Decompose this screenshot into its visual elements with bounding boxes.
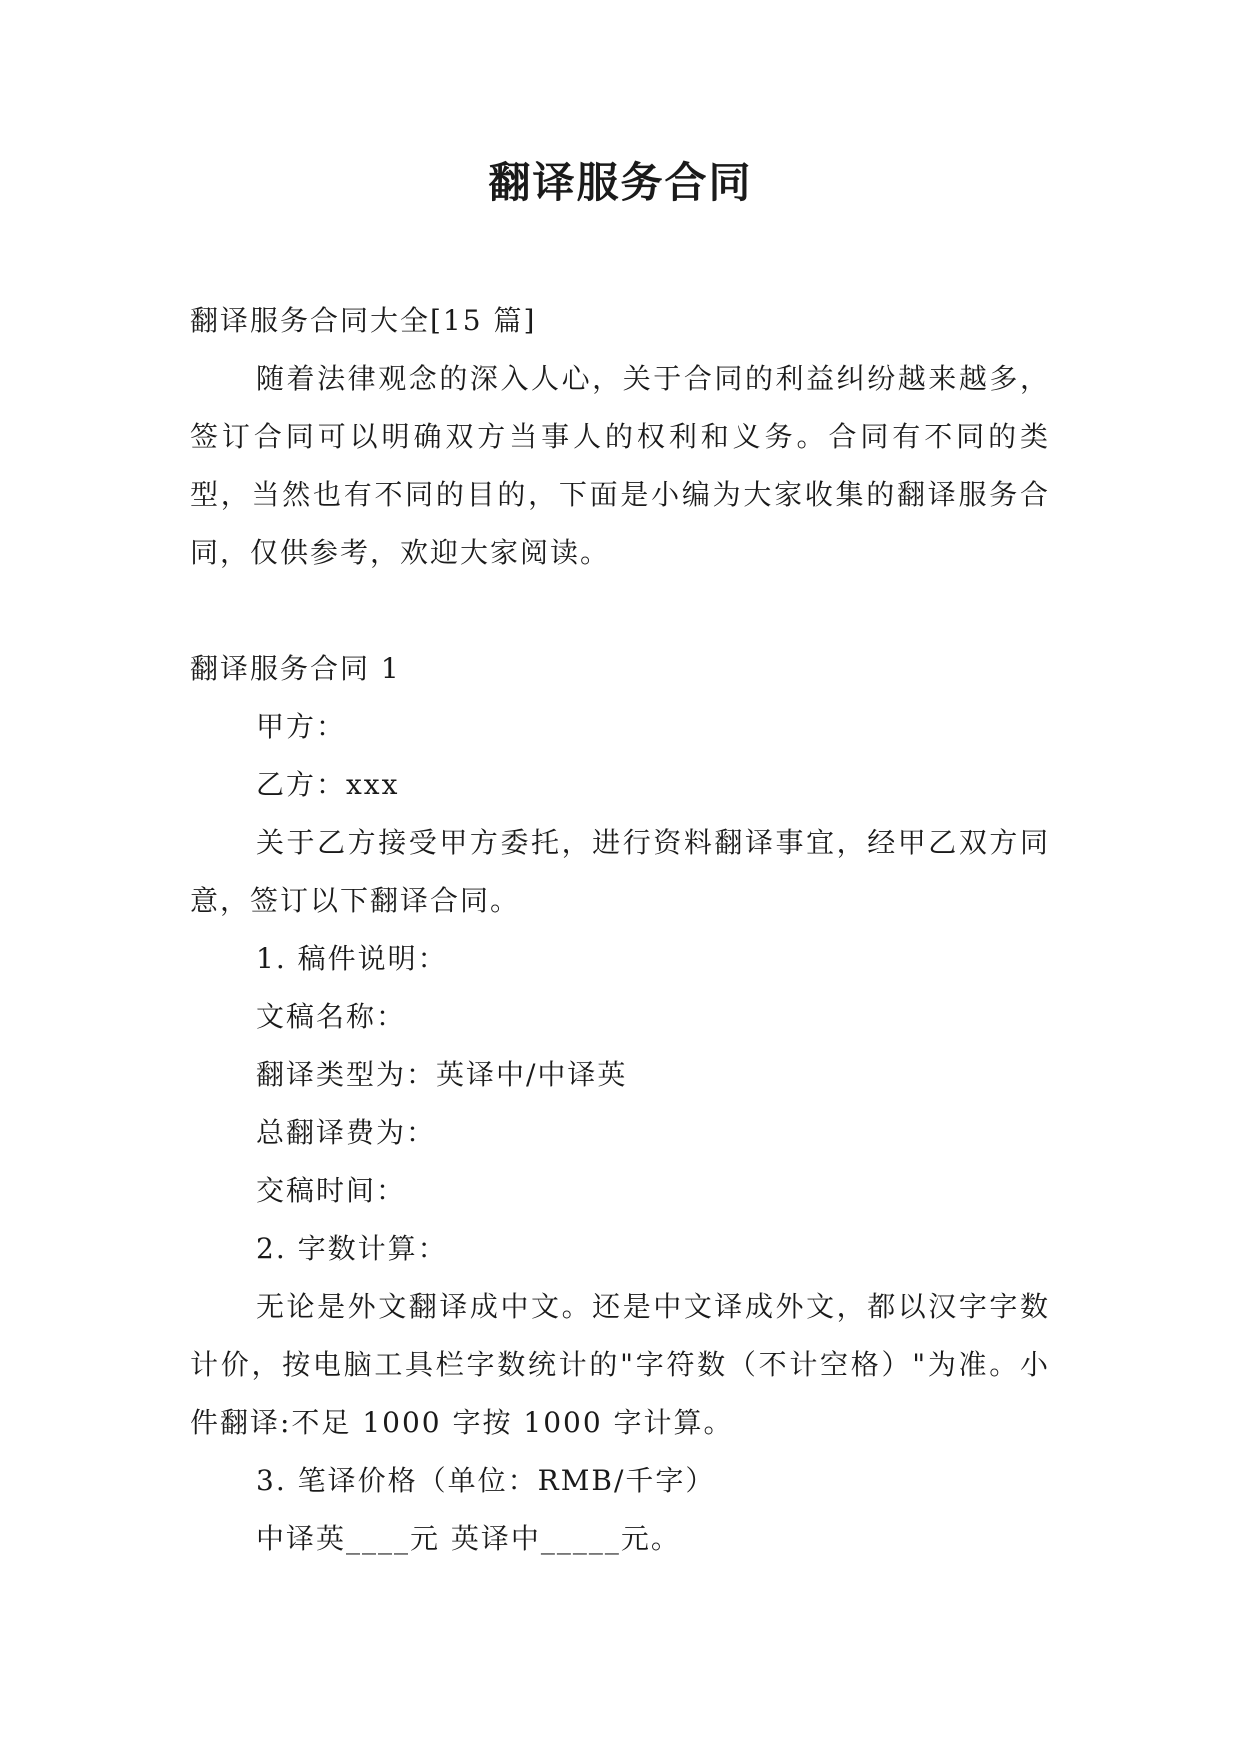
translation-type-line: 翻译类型为：英译中/中译英 — [256, 1058, 628, 1091]
intro-paragraph: 随着法律观念的深入人心，关于合同的利益纠纷越来越多，签订合同可以明确双方当事人的权利和义务。合同有不同的类型，当然也有不同的目的，下面是小编为大家收集的翻译服务合同，仅供参考，欢迎大家阅读。 — [190, 362, 1050, 569]
doc-name-line: 文稿名称： — [256, 1000, 407, 1033]
document-body — [190, 292, 1050, 1568]
document-title: 翻译服务合同 — [488, 158, 753, 207]
party-b-line: 乙方：xxx — [256, 768, 400, 801]
agreement-paragraph: 关于乙方接受甲方委托，进行资料翻译事宜，经甲乙双方同意，签订以下翻译合同。 — [190, 826, 1050, 917]
item-2-heading: 2. 字数计算： — [256, 1232, 448, 1265]
word-count-paragraph: 无论是外文翻译成中文。还是中文译成外文，都以汉字字数计价，按电脑工具栏字数统计的"字符数（不计空格）"为准。小件翻译:不足 1000 字按 1000 字计算。 — [190, 1290, 1050, 1439]
item-1-heading: 1. 稿件说明： — [256, 942, 448, 975]
delivery-time-line: 交稿时间： — [256, 1174, 407, 1207]
price-line: 中译英____元 英译中_____元。 — [256, 1522, 681, 1555]
total-fee-line: 总翻译费为： — [256, 1116, 437, 1149]
section-heading: 翻译服务合同 1 — [190, 652, 401, 685]
party-a-line: 甲方： — [256, 710, 347, 743]
item-3-heading: 3. 笔译价格（单位：RMB/千字） — [256, 1464, 716, 1497]
spacer — [190, 582, 1050, 640]
document-subtitle: 翻译服务合同大全[15 篇] — [190, 304, 537, 337]
